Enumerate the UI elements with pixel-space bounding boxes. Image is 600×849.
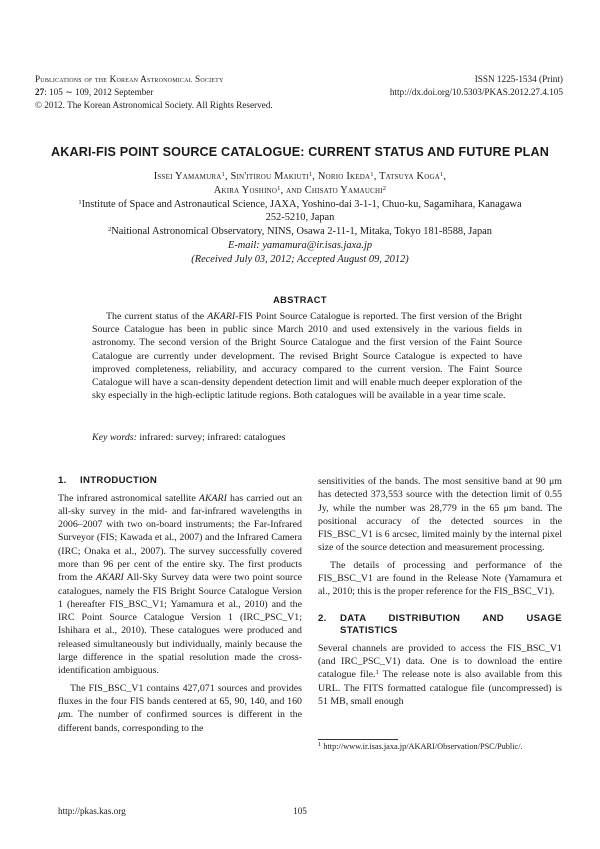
author-separator: ,	[224, 171, 231, 182]
author-block	[40, 170, 560, 267]
affiliation-1: $^1$Institute of Space and Astronautical Science, JAXA, Yoshino-dai 3-1-1, Chuo-ku, Sagamihara, Kanagawa	[78, 198, 522, 210]
author-name: Issei Yamamura	[153, 171, 222, 182]
author-name: Akira Yoshino	[213, 184, 278, 196]
email-line: E-mail: yamamura@ir.isas.jaxa.jp	[227, 239, 373, 251]
author-affiliation-marker: 1	[221, 171, 225, 178]
section-2-heading: 2. DATA DISTRIBUTION AND USAGE STATISTICS	[318, 612, 562, 637]
keywords: Key words: infrared: survey; infrared: catalogues	[92, 432, 286, 443]
intro-paragraph-1: The infrared astronomical satellite AKARI has carried out an all-sky survey in the mid- and far-infrared wavelengths in 2006–2007 with two on-board instruments; the Far-Infrared Surveyor (FIS; Kawada et al., 2007) and the Infrared Camera (IRC; Onaka et al., 2007). The survey successfully covered more than 96 per cent of the entire sky. The first products from the AKARI All-Sky Survey data were two point source catalogues, namely the FIS Bright Source Catalogue Version 1 (hereafter FIS_BSC_V1; Yamamura et al., 2010) and the IRC Point Source Catalogue Version 1 (IRC_PSC_V1; Ishihara et al., 2010). These catalogues were produced and released simultaneously but individually, mainly because the large difference in the spatial resolution made the cross-identification ambiguous.	[58, 492, 302, 677]
left-column	[58, 475, 302, 735]
author-affiliation-marker: 1	[308, 171, 313, 178]
footnote-marker[interactable]: 1	[375, 669, 379, 677]
author-separator: , and	[280, 184, 305, 196]
intro-paragraph-4: The details of processing and performance of the FIS_BSC_V1 are found in the Release Note (Yamamura et al., 2010; this is the proper reference for the FIS_BSC_V1).	[318, 559, 562, 598]
intro-paragraph-2: The FIS_BSC_V1 contains 427,071 sources and provides fluxes in the four FIS bands centered at 65, 90, 140, and 160 μm. The number of confirmed sources is different in the different bands, corresponding to the	[58, 682, 302, 734]
author-separator: ,	[443, 171, 447, 182]
abstract-heading: ABSTRACT	[273, 295, 327, 305]
affiliation-2: $^2$Naitional Astronomical Observatory, NINS, Osawa 2-11-1, Mitaka, Tokyo 181-8588, Japan	[108, 226, 492, 238]
affiliation-1-cont: 252-5210, Japan	[265, 212, 335, 224]
journal-header	[35, 73, 273, 112]
paper-title: AKARI-FIS POINT SOURCE CATALOGUE: CURRENT STATUS AND FUTURE PLAN	[51, 145, 549, 159]
issn: ISSN 1225-1534 (Print)	[474, 74, 563, 84]
journal-name: Publications of the Korean Astronomical Society	[35, 74, 224, 84]
copyright-line: © 2012. The Korean Astronomical Society. All Rights Reserved.	[35, 100, 273, 110]
author-separator: ,	[373, 171, 380, 182]
received-dates: (Received July 03, 2012; Accepted August 09, 2012)	[191, 253, 409, 265]
author-separator: ,	[312, 171, 318, 182]
author-name: Sin'itirou Makiuti	[230, 171, 309, 182]
footnote-1: $^1$ http://www.ir.isas.jaxa.jp/AKARI/Observation/PSC/Public/.	[318, 741, 523, 751]
footer-url[interactable]: http://pkas.kas.org	[58, 806, 126, 816]
author-name: Norio Ikeda	[317, 171, 371, 182]
intro-paragraph-3: sensitivities of the bands. The most sensitive band at 90 μm has detected 373,553 source with the detection limit of 0.55 Jy, while the number was 28,779 in the 65 μm band. The positional accuracy of the detected sources in the FIS_BSC_V1 is 6 arcsec, limited mainly by the internal pixel size of the source detection and measurement processing.	[318, 476, 562, 554]
author-line-1	[40, 170, 560, 184]
abstract-text: The current status of the AKARI-FIS Point Source Catalogue is reported. The first version of the Bright Source Catalogue has been in public since March 2010 and used extensively in the various fields in astronomy. The second version of the Bright Source Catalogue and the first version of the Faint Source Catalogue are currently under development. The revised Bright Source Catalogue is expected to have improved completeness, reliability, and accuracy compared to the current version. The Faint Source Catalogue will have a scan-density dependent detection limit and will enable much deeper exploration of the sky especially in the high-ecliptic latitude regions. Both catalogues will be available in a year time scale.	[92, 311, 522, 402]
page-number: 105	[293, 806, 307, 816]
data-distribution-paragraph: Several channels are provided to access the FIS_BSC_V1 (and IRC_PSC_V1) data. One is to download the entire catalogue file.$^1$ The release note is also available from this URL. The FITS formatted catalogue file (uncompressed) is 51 MB, small enough	[318, 642, 562, 707]
author-line-2	[40, 184, 560, 198]
author-affiliation-marker: 1	[277, 184, 281, 192]
author-affiliation-marker: 1	[439, 171, 444, 178]
footnote-url[interactable]: http://www.ir.isas.jaxa.jp/AKARI/Observation/PSC/Public/.	[323, 742, 523, 751]
right-column	[318, 475, 562, 708]
email-link[interactable]: yamamura@ir.isas.jaxa.jp	[262, 239, 373, 251]
section-1-heading: 1. INTRODUCTION	[58, 475, 158, 486]
footnote-rule	[318, 739, 398, 740]
volume-line: 27: 105 ∼ 109, 2012 September	[35, 87, 154, 97]
issn-block	[390, 73, 563, 99]
author-name: Tatsuya Koga	[379, 171, 440, 182]
author-affiliation-marker: 2	[382, 184, 387, 192]
author-affiliation-marker: 1	[370, 171, 374, 178]
author-name: Chisato Yamauchi	[304, 184, 383, 196]
doi-link[interactable]: http://dx.doi.org/10.5303/PKAS.2012.27.4.105	[389, 87, 563, 97]
